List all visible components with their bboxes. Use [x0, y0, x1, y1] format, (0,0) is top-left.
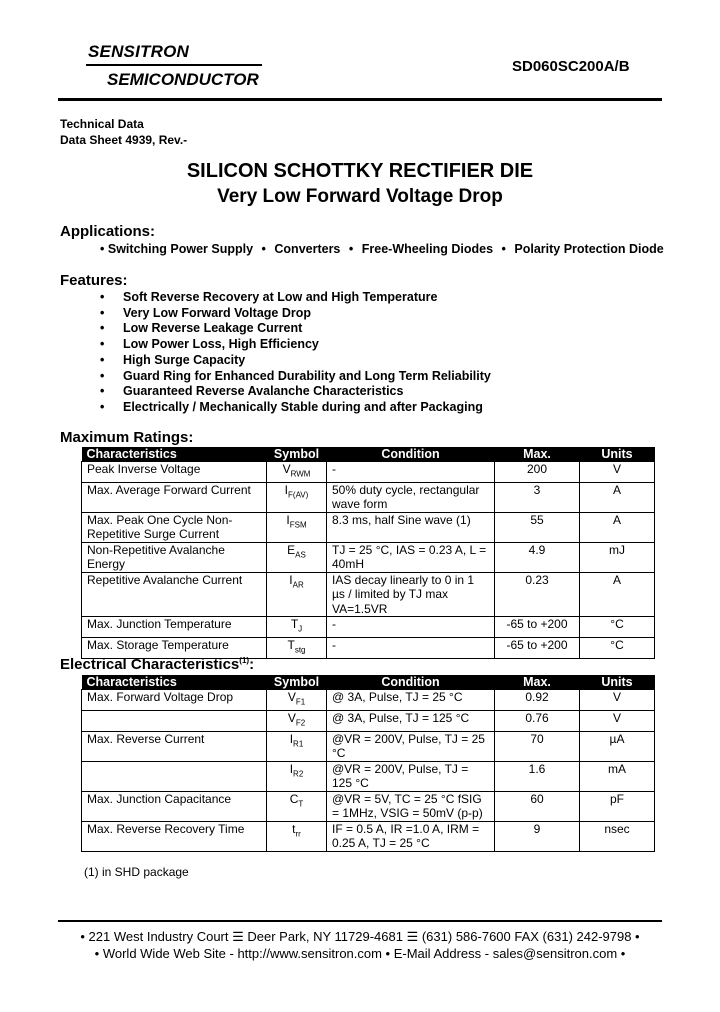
cell-unit: V	[580, 690, 655, 711]
cell-characteristic: Max. Junction Capacitance	[82, 791, 267, 821]
features-list	[100, 290, 491, 416]
max-ratings-table	[81, 447, 655, 659]
cell-condition: @VR = 200V, Pulse, TJ = 125 °C	[327, 761, 495, 791]
feature-item: • Soft Reverse Recovery at Low and High Temperature	[100, 290, 491, 306]
cell-characteristic	[82, 761, 267, 791]
electrical-table	[81, 675, 655, 852]
cell-symbol: $C_T$	[267, 791, 327, 821]
cell-condition: -	[327, 462, 495, 483]
cell-unit: nsec	[580, 821, 655, 851]
cell-characteristic: Non-Repetitive Avalanche Energy	[82, 542, 267, 572]
table-row	[82, 512, 655, 542]
cell-max: 9	[495, 821, 580, 851]
table-header-row	[82, 447, 655, 462]
cell-symbol: $E_{AS}$	[267, 542, 327, 572]
table-row	[82, 482, 655, 512]
feature-item: • Guaranteed Reverse Avalanche Characteristics	[100, 384, 491, 400]
cell-unit: A	[580, 572, 655, 617]
column-header: Condition	[327, 675, 495, 690]
cell-condition: @ 3A, Pulse, TJ = 25 °C	[327, 690, 495, 711]
cell-symbol: $V_{F1}$	[267, 690, 327, 711]
cell-condition: 50% duty cycle, rectangular wave form	[327, 482, 495, 512]
cell-condition: @ 3A, Pulse, TJ = 125 °C	[327, 710, 495, 731]
cell-unit: mA	[580, 761, 655, 791]
cell-max: 55	[495, 512, 580, 542]
cell-max: 70	[495, 731, 580, 761]
header-rule	[58, 98, 662, 101]
table-row	[82, 542, 655, 572]
electrical-heading: Electrical Characteristics$^{(1)}$:	[60, 656, 255, 673]
cell-condition: IF = 0.5 A, IR =1.0 A, IRM = 0.25 A, TJ = 25 °C	[327, 821, 495, 851]
column-header: Symbol	[267, 447, 327, 462]
cell-symbol: $I_{R2}$	[267, 761, 327, 791]
column-header: Characteristics	[82, 675, 267, 690]
application-item: Switching Power Supply	[107, 242, 254, 256]
cell-condition: -	[327, 638, 495, 659]
features-heading: Features:	[60, 272, 128, 289]
feature-item: • Low Power Loss, High Efficiency	[100, 337, 491, 353]
table-row	[82, 761, 655, 791]
table-row	[82, 690, 655, 711]
column-header: Units	[580, 447, 655, 462]
cell-unit: °C	[580, 638, 655, 659]
max-ratings-heading: Maximum Ratings:	[60, 429, 194, 446]
feature-item: • Guard Ring for Enhanced Durability and Long Term Reliability	[100, 369, 491, 385]
feature-item: • Electrically / Mechanically Stable during and after Packaging	[100, 400, 491, 416]
footer-contact: • World Wide Web Site - http://www.sensitron.com • E-Mail Address - sales@sensitron.com •	[94, 946, 626, 961]
footnote: (1) in SHD package	[84, 865, 189, 879]
cell-unit: V	[580, 710, 655, 731]
cell-condition: @VR = 200V, Pulse, TJ = 25 °C	[327, 731, 495, 761]
cell-symbol: $I_{F(AV)}$	[267, 482, 327, 512]
cell-characteristic	[82, 710, 267, 731]
cell-unit: A	[580, 512, 655, 542]
application-item: Polarity Protection Diode	[514, 242, 664, 256]
table-row	[82, 821, 655, 851]
table-row	[82, 731, 655, 761]
logo-divider	[86, 64, 262, 66]
application-item: Free-Wheeling Diodes	[361, 242, 494, 256]
cell-condition: TJ = 25 °C, IAS = 0.23 A, L = 40mH	[327, 542, 495, 572]
cell-max: 0.92	[495, 690, 580, 711]
cell-symbol: $V_{F2}$	[267, 710, 327, 731]
cell-condition: 8.3 ms, half Sine wave (1)	[327, 512, 495, 542]
cell-unit: V	[580, 462, 655, 483]
column-header: Symbol	[267, 675, 327, 690]
cell-characteristic: Max. Average Forward Current	[82, 482, 267, 512]
cell-symbol: $I_{R1}$	[267, 731, 327, 761]
cell-characteristic: Repetitive Avalanche Current	[82, 572, 267, 617]
applications-heading: Applications:	[60, 223, 156, 240]
cell-condition: -	[327, 617, 495, 638]
table-row	[82, 572, 655, 617]
column-header: Characteristics	[82, 447, 267, 462]
column-header: Units	[580, 675, 655, 690]
feature-item: • High Surge Capacity	[100, 353, 491, 369]
table-row	[82, 617, 655, 638]
cell-symbol: $I_{AR}$	[267, 572, 327, 617]
cell-max: -65 to +200	[495, 638, 580, 659]
cell-max: 200	[495, 462, 580, 483]
cell-max: 1.6	[495, 761, 580, 791]
cell-symbol: $I_{FSM}$	[267, 512, 327, 542]
cell-symbol: $T_J$	[267, 617, 327, 638]
cell-max: 3	[495, 482, 580, 512]
table-header-row	[82, 675, 655, 690]
cell-symbol: $T_{stg}$	[267, 638, 327, 659]
company-name-line2: SEMICONDUCTOR	[107, 70, 259, 89]
cell-characteristic: Max. Storage Temperature	[82, 638, 267, 659]
column-header: Condition	[327, 447, 495, 462]
cell-characteristic: Max. Forward Voltage Drop	[82, 690, 267, 711]
feature-item: • Low Reverse Leakage Current	[100, 321, 491, 337]
footer-address: • 221 West Industry Court ☰ Deer Park, NY 11729-4681 ☰ (631) 586-7600 FAX (631) 242-9798 •	[80, 929, 640, 944]
cell-characteristic: Max. Peak One Cycle Non-Repetitive Surge Current	[82, 512, 267, 542]
feature-item: • Very Low Forward Voltage Drop	[100, 306, 491, 322]
technical-data-block	[60, 116, 187, 148]
document-subtitle: Very Low Forward Voltage Drop	[217, 186, 503, 207]
cell-max: 4.9	[495, 542, 580, 572]
cell-unit: A	[580, 482, 655, 512]
column-header: Max.	[495, 447, 580, 462]
cell-max: 0.23	[495, 572, 580, 617]
column-header: Max.	[495, 675, 580, 690]
document-title: SILICON SCHOTTKY RECTIFIER DIE	[186, 160, 534, 182]
cell-characteristic: Max. Reverse Current	[82, 731, 267, 761]
footer-rule	[58, 920, 662, 922]
cell-max: 0.76	[495, 710, 580, 731]
cell-unit: mJ	[580, 542, 655, 572]
cell-unit: µA	[580, 731, 655, 761]
company-name-line1: SENSITRON	[88, 42, 189, 61]
cell-unit: °C	[580, 617, 655, 638]
table-row	[82, 710, 655, 731]
cell-characteristic: Max. Reverse Recovery Time	[82, 821, 267, 851]
table-row	[82, 462, 655, 483]
cell-max: 60	[495, 791, 580, 821]
cell-characteristic: Max. Junction Temperature	[82, 617, 267, 638]
table-row	[82, 791, 655, 821]
application-item: Converters	[274, 242, 341, 256]
part-number: SD060SC200A/B	[512, 58, 630, 75]
applications-list: • Switching Power Supply • Converters • Free-Wheeling Diodes • Polarity Protection Diode	[100, 242, 664, 256]
cell-characteristic: Peak Inverse Voltage	[82, 462, 267, 483]
cell-symbol: $V_{RWM}$	[267, 462, 327, 483]
cell-condition: @VR = 5V, TC = 25 °C fSIG = 1MHz, VSIG = 50mV (p-p)	[327, 791, 495, 821]
cell-condition: IAS decay linearly to 0 in 1 µs / limited by TJ max VA=1.5VR	[327, 572, 495, 617]
cell-unit: pF	[580, 791, 655, 821]
data-sheet-label: Data Sheet 4939, Rev.-	[60, 133, 188, 147]
technical-data-label: Technical Data	[60, 117, 144, 131]
cell-symbol: $t_{rr}$	[267, 821, 327, 851]
cell-max: -65 to +200	[495, 617, 580, 638]
